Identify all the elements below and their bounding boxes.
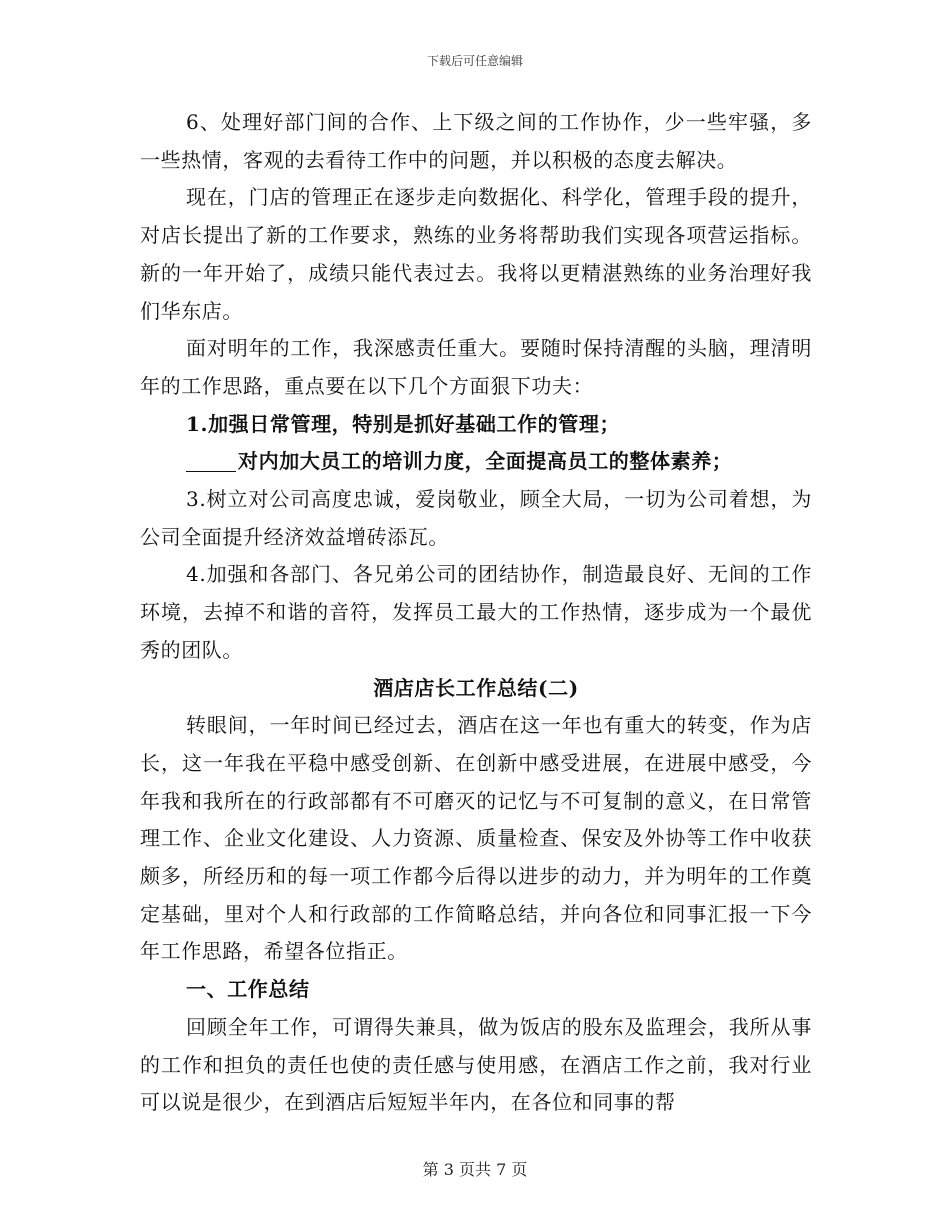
list-item-daily-management: 1.加强日常管理，特别是抓好基础工作的管理； (186, 411, 621, 436)
subheading-work-summary: 一、工作总结 (186, 977, 310, 1002)
paragraph-next-year: 面对明年的工作，我深感责任重大。要随时保持清醒的头脑，理清明年的工作思路，重点要在以下几个方面狠下功夫： (140, 336, 812, 398)
page-header-note: 下载后可任意编辑 (426, 54, 523, 68)
paragraph-review-work: 回顾全年工作，可谓得失兼具，做为饭店的股东及监理会，我所从事的工作和担负的责任也使的责任感与使用感，在酒店工作之前，我对行业可以说是很少，在到酒店后短短半年内，在各位和同事的帮 (140, 1014, 812, 1115)
blank-underline (186, 451, 236, 472)
paragraph-store-management: 现在，门店的管理正在逐步走向数据化、科学化，管理手段的提升，对店长提出了新的工作要求，熟练的业务将帮助我们实现各项营运指标。新的一年开始了，成绩只能代表过去。我将以更精湛熟练的业务治理好我们华东店。 (140, 185, 812, 323)
list-item-staff-training (140, 443, 812, 481)
section-title: 酒店店长工作总结(二) (373, 675, 579, 700)
list-item-staff-training-text: 对内加大员工的培训力度，全面提高员工的整体素养； (238, 449, 733, 474)
paragraph-year-review: 转眼间，一年时间已经过去，酒店在这一年也有重大的转变，作为店长，这一年我在平稳中感受创新、在创新中感受进展，在进展中感受，今年我和我所在的行政部都有不可磨灭的记忆与不可复制的意义，在日常管理工作、企业文化建设、人力资源、质量检查、保安及外协等工作中收获颇多，所经历和的每一项工作都今后得以进步的动力，并为明年的工作奠定基础，里对个人和行政部的工作简略总结，并向各位和同事汇报一下今年工作思路，希望各位指正。 (140, 713, 812, 964)
document-body (140, 104, 812, 1122)
paragraph-cooperation: 6、处理好部门间的合作、上下级之间的工作协作，少一些牢骚，多一些热情，客观的去看待工作中的问题，并以积极的态度去解决。 (140, 110, 812, 172)
list-item-loyalty: 3.树立对公司高度忠诚，爱岗敬业，顾全大局，一切为公司着想，为公司全面提升经济效益增砖添瓦。 (140, 487, 812, 549)
page-number: 第 3 页共 7 页 (422, 1160, 528, 1179)
list-item-teamwork: 4.加强和各部门、各兄弟公司的团结协作，制造最良好、无间的工作环境，去掉不和谐的音符，发挥员工最大的工作热情，逐步成为一个最优秀的团队。 (140, 562, 812, 662)
